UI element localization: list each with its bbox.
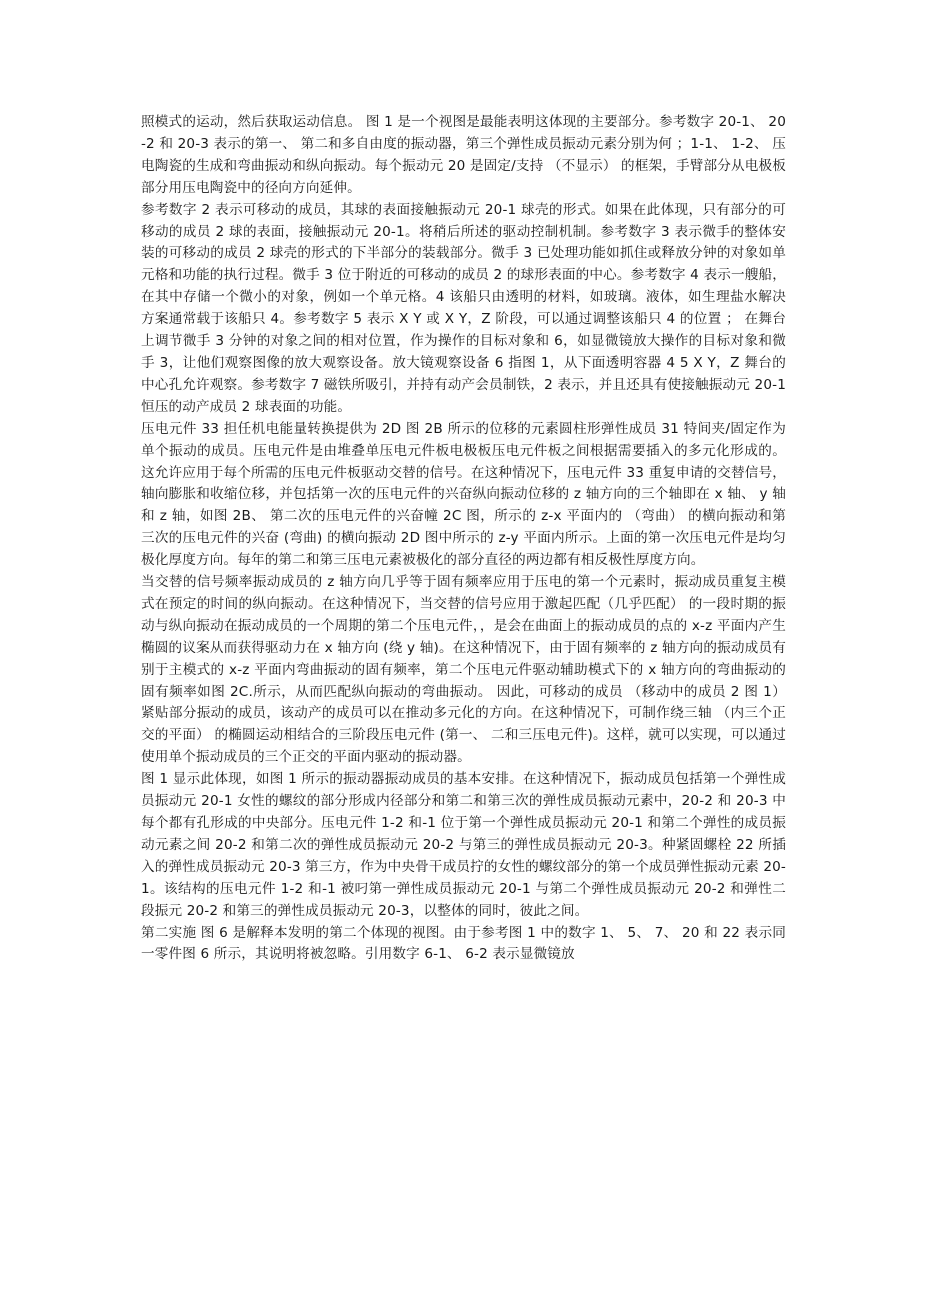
paragraph-6: 第二实施 图 6 是解释本发明的第二个体现的视图。由于参考图 1 中的数字 1、 5、 7、 20 和 22 表示同一零件图 6 所示，其说明将被忽略。引用数字 6-1、 6-2 表示显微镜放	[141, 924, 786, 963]
paragraph-5: 图 1 显示此体现，如图 1 所示的振动器振动成员的基本安排。在这种情况下，振动成员包括第一个弹性成员振动元 20-1 女性的螺纹的部分形成内径部分和第二和第三次的弹性成员振动元素中，20-2 和 20-3 中每个都有孔形成的中央部分。压电元件 1-2 和-1 位于第一个弹性成员振动元 20-1 和第二个弹性的成员振动元素之间 20-2 和第二次的弹性成员振动元 20-2 与第三的弹性成员振动元 20-3。种紧固螺栓 22 所插入的弹性成员振动元 20-3 第三方，作为中央骨干成员拧的女性的螺纹部分的第一个成员弹性振动元素 20-1。该结构的压电元件 1-2 和-1 被叼第一弹性成员振动元 20-1 与第二个弹性成员振动元 20-2 和弹性二段振元 20-2 和第三的弹性成员振动元 20-3，以整体的同时，彼此之间。	[141, 771, 786, 919]
paragraph-3: 压电元件 33 担任机电能量转换提供为 2D 图 2B 所示的位移的元素圆柱形弹性成员 31 特间夹/固定作为单个振动的成员。压电元件是由堆叠单压电元件板电极板压电元件板之间根据需要插入的多元化形成的。这允许应用于每个所需的压电元件板驱动交替的信号。在这种情况下，压电元件 33 重复申请的交替信号，轴向膨胀和收缩位移，并包括第一次的压电元件的兴奋纵向振动位移的 z 轴方向的三个轴即在 x 轴、 y 轴和 z 轴，如图 2B、 第二次的压电元件的兴奋幢 2C 图，所示的 z-x 平面内的 （弯曲） 的横向振动和第三次的压电元件的兴奋 (弯曲) 的横向振动 2D 图中所示的 z-y 平面内所示。上面的第一次压电元件是均匀极化厚度方向。每年的第二和第三压电元素被极化的部分直径的两边都有相反极性厚度方向。	[141, 420, 787, 569]
paragraph-4: 当交替的信号频率振动成员的 z 轴方向几乎等于固有频率应用于压电的第一个元素时，振动成员重复主模式在预定的时间的纵向振动。在这种情况下，当交替的信号应用于激起匹配（几乎匹配） 的一段时期的振动与纵向振动在振动成员的一个周期的第二个压电元件，，是会在曲面上的振动成员的点的 x-z 平面内产生椭圆的议案从而获得驱动力在 x 轴方向 (绕 y 轴)。在这种情况下，由于固有频率的 z 轴方向的振动成员有别于主模式的 x-z 平面内弯曲振动的固有频率，第二个压电元件驱动辅助模式下的 x 轴方向的弯曲振动的固有频率如图 2C.所示，从而匹配纵向振动的弯曲振动。 因此，可移动的成员 （移动中的成员 2 图 1） 紧贴部分振动的成员，该动产的成员可以在推动多元化的方向。在这种情况下，可制作绕三轴 （内三个正交的平面） 的椭圆运动相结合的三阶段压电元件 (第一、 二和三压电元件)。这样，就可以实现，可以通过使用单个振动成员的三个正交的平面内驱动的振动器。	[141, 574, 786, 766]
paragraph-1: 照模式的运动，然后获取运动信息。 图 1 是一个视图是最能表明这体现的主要部分。参考数字 20-1、 20-2 和 20-3 表示的第一、 第二和多自由度的振动器，第三个弹性成员振动元素分别为何 ；1-1、 1-2、 压电陶瓷的生成和弯曲振动和纵向振动。每个振动元 20 是固定/支持 （不显示） 的框架，手臂部分从电极板部分用压电陶瓷中的径向方向延伸。	[141, 114, 786, 196]
paragraph-2: 参考数字 2 表示可移动的成员，其球的表面接触振动元 20-1 球壳的形式。如果在此体现，只有部分的可移动的成员 2 球的表面，接触振动元 20-1。将稍后所述的驱动控制机制。参考数字 3 表示微手的整体安装的可移动的成员 2 球壳的形式的下半部分的装载部分。微手 3 已处理功能如抓住或释放分钟的对象如单元格和功能的执行过程。微手 3 位于附近的可移动的成员 2 的球形表面的中心。参考数字 4 表示一艘船，在其中存储一个微小的对象，例如一个单元格。4 该船只由透明的材料，如玻璃。液体，如生理盐水解决方案通常载于该船只 4。参考数字 5 表示 X Y 或 X Y，Z 阶段，可以通过调整该船只 4 的位置 ； 在舞台上调节微手 3 分钟的对象之间的相对位置，作为操作的目标对象和 6，如显微镜放大操作的目标对象和微手 3，让他们观察图像的放大观察设备。放大镜观察设备 6 指图 1，从下面透明容器 4 5 X Y，Z 舞台的中心孔允许观察。参考数字 7 磁铁所吸引，并持有动产会员制铁，2 表示，并且还具有使接触振动元 20-1 恒压的动产成员 2 球表面的功能。	[141, 201, 786, 415]
document-page	[141, 112, 786, 966]
